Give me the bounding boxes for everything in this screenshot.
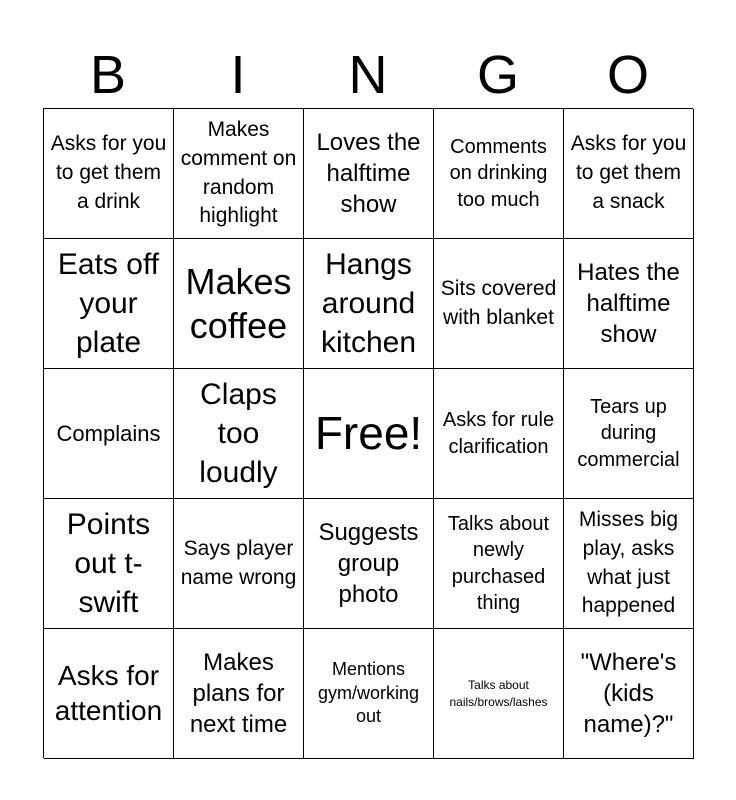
cell-text: Tears up during commercial xyxy=(577,395,680,471)
cell-text: Hangs around kitchen xyxy=(320,248,417,359)
cell-text: Makes comment on random highlight xyxy=(180,117,297,228)
cell-text: Misses big play, asks what just happened xyxy=(578,507,679,618)
bingo-cell[interactable] xyxy=(434,109,564,239)
cell-text: Complains xyxy=(56,420,161,446)
cell-text: Talks about nails/brows/lashes xyxy=(449,677,548,709)
cell-text: "Where's (kids name)?" xyxy=(580,648,677,739)
cell-text: Asks for you to get them a drink xyxy=(50,132,167,213)
bingo-cell[interactable] xyxy=(564,499,694,629)
cell-text: Makes coffee xyxy=(185,261,292,346)
header-letter-i: I xyxy=(230,45,246,105)
cell-text: Eats off your plate xyxy=(57,248,160,359)
cell-text: Loves the halftime show xyxy=(316,128,421,219)
cell-text: Sits covered with blanket xyxy=(440,276,557,329)
bingo-cell[interactable] xyxy=(434,629,564,759)
bingo-cell[interactable] xyxy=(44,499,174,629)
cell-text: Mentions gym/working out xyxy=(317,659,420,727)
bingo-cell[interactable] xyxy=(564,369,694,499)
cell-text: Suggests group photo xyxy=(318,518,419,609)
cell-text: Asks for you to get them a snack xyxy=(570,132,687,213)
bingo-cell[interactable] xyxy=(44,109,174,239)
bingo-cell[interactable] xyxy=(174,239,304,369)
cell-text: Points out t-swift xyxy=(66,508,151,619)
cell-text: Talks about newly purchased thing xyxy=(447,512,550,614)
bingo-cell[interactable] xyxy=(304,629,434,759)
bingo-cell[interactable] xyxy=(174,109,304,239)
cell-text: Asks for attention xyxy=(54,659,163,726)
bingo-cell[interactable] xyxy=(434,369,564,499)
bingo-cell[interactable] xyxy=(564,109,694,239)
cell-text: Says player name wrong xyxy=(180,536,297,589)
header-letter-b: B xyxy=(89,45,127,105)
header-letter-n: N xyxy=(348,45,388,105)
cell-text: Hates the halftime show xyxy=(577,258,680,349)
bingo-cell[interactable] xyxy=(44,369,174,499)
cell-text: Comments on drinking too much xyxy=(449,135,548,211)
bingo-cell[interactable] xyxy=(174,499,304,629)
bingo-cell[interactable] xyxy=(44,629,174,759)
bingo-cell[interactable] xyxy=(434,239,564,369)
cell-text: Makes plans for next time xyxy=(189,648,288,739)
bingo-cell[interactable] xyxy=(304,239,434,369)
header-letter-g: G xyxy=(476,45,519,105)
bingo-cell[interactable] xyxy=(44,239,174,369)
bingo-cell[interactable] xyxy=(304,109,434,239)
bingo-cell[interactable] xyxy=(304,499,434,629)
bingo-cell[interactable] xyxy=(174,369,304,499)
bingo-header xyxy=(43,42,693,108)
bingo-cell[interactable] xyxy=(174,629,304,759)
bingo-board xyxy=(43,108,693,758)
bingo-cell[interactable] xyxy=(564,239,694,369)
bingo-cell[interactable] xyxy=(564,629,694,759)
free-space-cell[interactable] xyxy=(304,369,434,499)
header-letter-o: O xyxy=(606,45,649,105)
cell-text: Claps too loudly xyxy=(199,378,278,489)
free-space-text: Free! xyxy=(314,407,423,460)
bingo-cell[interactable] xyxy=(434,499,564,629)
cell-text: Asks for rule clarification xyxy=(442,409,555,458)
